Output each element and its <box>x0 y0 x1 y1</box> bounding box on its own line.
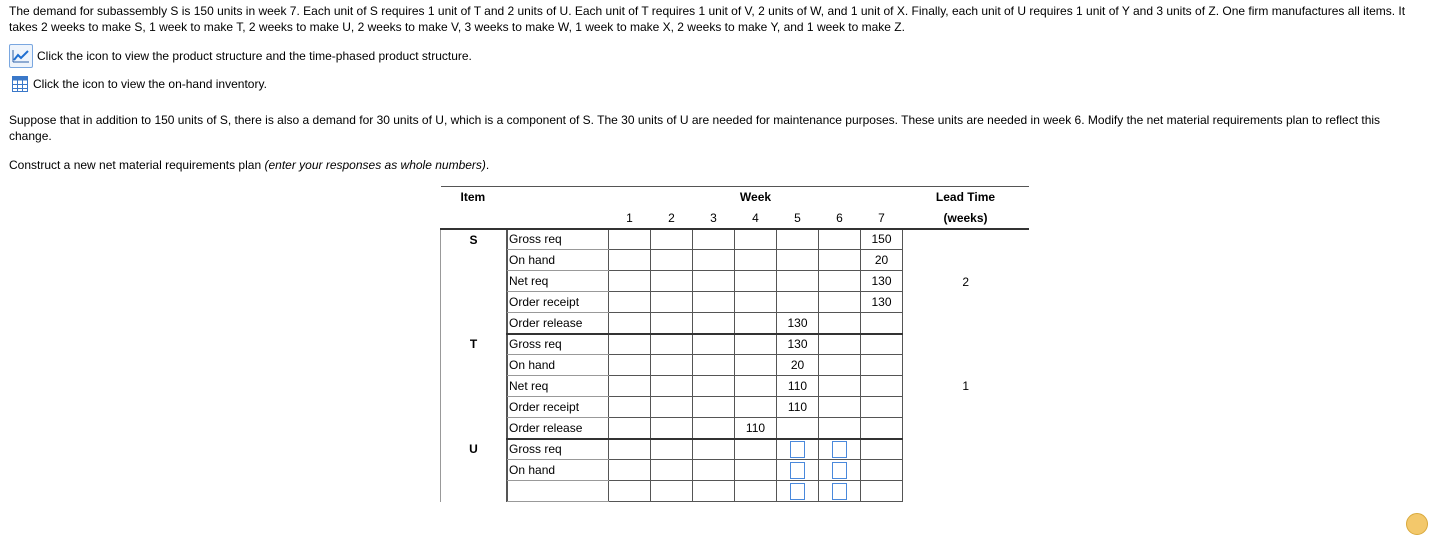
cell-week-2 <box>651 271 693 292</box>
cell-week-6 <box>819 313 861 334</box>
table-row <box>441 229 1029 250</box>
cell-week-7 <box>861 460 903 481</box>
cell-week-2 <box>651 397 693 418</box>
cell-week-6 <box>819 418 861 439</box>
cell-week-4 <box>735 481 777 502</box>
week-number-2: 2 <box>651 208 693 229</box>
cell-week-4: 110 <box>735 418 777 439</box>
cell-week-6 <box>819 397 861 418</box>
cell-week-2 <box>651 313 693 334</box>
cell-week-6 <box>819 334 861 355</box>
row-label: Net req <box>507 376 609 397</box>
cell-week-4 <box>735 439 777 460</box>
cell-week-7: 150 <box>861 229 903 250</box>
answer-input[interactable] <box>832 462 847 479</box>
answer-input[interactable] <box>790 441 805 458</box>
row-label: Order release <box>507 418 609 439</box>
cell-week-1 <box>609 313 651 334</box>
row-label: Gross req <box>507 439 609 460</box>
inventory-link[interactable] <box>9 74 267 94</box>
cell-week-5 <box>777 250 819 271</box>
help-button[interactable] <box>1406 513 1428 535</box>
structure-link[interactable] <box>9 46 472 66</box>
row-label: Order release <box>507 313 609 334</box>
lead-time-t: 1 <box>903 334 1029 439</box>
mrp-table <box>440 186 1029 502</box>
line-chart-icon[interactable] <box>9 44 33 68</box>
cell-week-2 <box>651 376 693 397</box>
problem-intro: The demand for subassembly S is 150 units in week 7. Each unit of S requires 1 unit of T and 2 units of U. Each unit of T requires 1 unit of V, 2 units of W, and 1 unit of X. Finally, each unit of U requires 1 unit of Y and 3 units of Z. One firm manufactures all items. It takes 2 weeks to make S, 1 week to make T, 2 weeks to make U, 2 weeks to make V, 3 weeks to make W, 1 week to make X, 2 weeks to make Y, and 1 week to make Z. <box>9 4 1406 34</box>
cell-week-7 <box>861 376 903 397</box>
cell-week-1 <box>609 439 651 460</box>
cell-week-2 <box>651 292 693 313</box>
cell-week-1 <box>609 292 651 313</box>
cell-week-5[interactable] <box>777 460 819 481</box>
viewport-bottom-edge <box>0 510 1433 520</box>
cell-week-2 <box>651 250 693 271</box>
cell-week-5: 110 <box>777 397 819 418</box>
cell-week-1 <box>609 460 651 481</box>
cell-week-1 <box>609 271 651 292</box>
row-label: On hand <box>507 460 609 481</box>
cell-week-3 <box>693 250 735 271</box>
header-spacer <box>441 208 609 229</box>
answer-input[interactable] <box>790 462 805 479</box>
cell-week-2 <box>651 481 693 502</box>
cell-week-4 <box>735 313 777 334</box>
cell-week-5 <box>777 292 819 313</box>
row-label: Net req <box>507 271 609 292</box>
cell-week-7 <box>861 313 903 334</box>
cell-week-4 <box>735 334 777 355</box>
cell-week-7: 130 <box>861 271 903 292</box>
instruction-main: Construct a new net material requirements plan <box>9 158 265 172</box>
cell-week-7 <box>861 439 903 460</box>
cell-week-5: 110 <box>777 376 819 397</box>
cell-week-6 <box>819 229 861 250</box>
cell-week-1 <box>609 418 651 439</box>
answer-input[interactable] <box>832 483 847 500</box>
cell-week-4 <box>735 292 777 313</box>
table-row <box>441 439 1029 460</box>
cell-week-3 <box>693 313 735 334</box>
week-number-4: 4 <box>735 208 777 229</box>
cell-week-6 <box>819 271 861 292</box>
row-label: On hand <box>507 355 609 376</box>
week-number-1: 1 <box>609 208 651 229</box>
cell-week-3 <box>693 334 735 355</box>
cell-week-4 <box>735 460 777 481</box>
row-label: Order receipt <box>507 292 609 313</box>
cell-week-1 <box>609 250 651 271</box>
cell-week-7 <box>861 481 903 502</box>
item-header: Item <box>441 187 609 208</box>
instruction-end: . <box>485 158 490 172</box>
cell-week-1 <box>609 397 651 418</box>
cell-week-5: 130 <box>777 334 819 355</box>
cell-week-4 <box>735 355 777 376</box>
cell-week-2 <box>651 229 693 250</box>
cell-week-6[interactable] <box>819 481 861 502</box>
inventory-link-label[interactable]: Click the icon to view the on-hand inventory. <box>33 77 267 91</box>
cell-week-4 <box>735 271 777 292</box>
row-label: On hand <box>507 250 609 271</box>
cell-week-1 <box>609 355 651 376</box>
cell-week-5: 130 <box>777 313 819 334</box>
cell-week-1 <box>609 229 651 250</box>
cell-week-3 <box>693 439 735 460</box>
cell-week-5[interactable] <box>777 481 819 502</box>
cell-week-3 <box>693 481 735 502</box>
cell-week-2 <box>651 334 693 355</box>
cell-week-6 <box>819 355 861 376</box>
cell-week-4 <box>735 397 777 418</box>
cell-week-7 <box>861 397 903 418</box>
cell-week-3 <box>693 229 735 250</box>
answer-input[interactable] <box>790 483 805 500</box>
cell-week-2 <box>651 460 693 481</box>
row-label <box>507 481 609 502</box>
lead-time-unit: (weeks) <box>903 208 1029 229</box>
cell-week-3 <box>693 355 735 376</box>
cell-week-7: 130 <box>861 292 903 313</box>
lead-time-header: Lead Time <box>903 187 1029 208</box>
cell-week-6[interactable] <box>819 460 861 481</box>
answer-input[interactable] <box>832 441 847 458</box>
cell-week-1 <box>609 334 651 355</box>
week-number-7: 7 <box>861 208 903 229</box>
cell-week-2 <box>651 439 693 460</box>
lead-time-s: 2 <box>903 229 1029 334</box>
cell-week-3 <box>693 271 735 292</box>
structure-link-label[interactable]: Click the icon to view the product structure and the time-phased product structure. <box>37 49 472 63</box>
cell-week-5[interactable] <box>777 439 819 460</box>
table-row <box>441 334 1029 355</box>
cell-week-7 <box>861 355 903 376</box>
table-grid-icon[interactable] <box>11 76 28 93</box>
row-label: Gross req <box>507 334 609 355</box>
cell-week-6 <box>819 292 861 313</box>
cell-week-6 <box>819 250 861 271</box>
cell-week-6[interactable] <box>819 439 861 460</box>
item-t: T <box>441 334 507 439</box>
week-number-5: 5 <box>777 208 819 229</box>
week-number-6: 6 <box>819 208 861 229</box>
week-number-3: 3 <box>693 208 735 229</box>
scenario-text: Suppose that in addition to 150 units of S, there is also a demand for 30 units of U, which is a component of S. The 30 units of U are needed for maintenance purposes. These units are needed in week 6. Modify the net material requirements plan to reflect this change. <box>9 113 1381 143</box>
cell-week-1 <box>609 481 651 502</box>
cell-week-1 <box>609 376 651 397</box>
cell-week-4 <box>735 229 777 250</box>
cell-week-3 <box>693 397 735 418</box>
cell-week-2 <box>651 418 693 439</box>
cell-week-5: 20 <box>777 355 819 376</box>
cell-week-5 <box>777 418 819 439</box>
cell-week-7 <box>861 418 903 439</box>
row-label: Gross req <box>507 229 609 250</box>
item-s: S <box>441 229 507 334</box>
row-label: Order receipt <box>507 397 609 418</box>
cell-week-7 <box>861 334 903 355</box>
cell-week-5 <box>777 271 819 292</box>
cell-week-5 <box>777 229 819 250</box>
cell-week-3 <box>693 418 735 439</box>
week-header: Week <box>609 187 903 208</box>
cell-week-3 <box>693 292 735 313</box>
cell-week-3 <box>693 460 735 481</box>
item-u: U <box>441 439 507 502</box>
lead-time-u <box>903 439 1029 502</box>
cell-week-2 <box>651 355 693 376</box>
cell-week-4 <box>735 376 777 397</box>
instruction-italic: (enter your responses as whole numbers) <box>264 158 486 172</box>
instruction-text <box>9 157 1409 173</box>
cell-week-7: 20 <box>861 250 903 271</box>
cell-week-4 <box>735 250 777 271</box>
cell-week-6 <box>819 376 861 397</box>
cell-week-3 <box>693 376 735 397</box>
